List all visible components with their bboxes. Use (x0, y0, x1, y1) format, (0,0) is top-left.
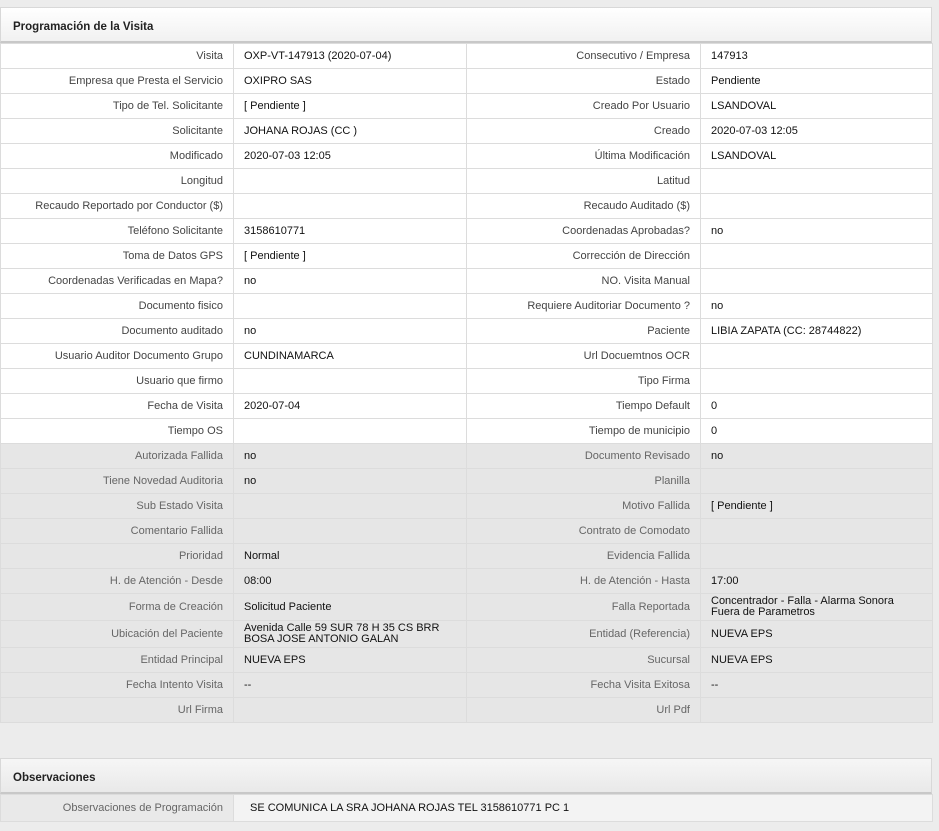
field-label: Fecha Visita Exitosa (467, 673, 701, 698)
field-value: Concentrador - Falla - Alarma Sonora Fuera de Parametros (701, 594, 933, 621)
table-row (1, 219, 933, 244)
field-label: Modificado (1, 144, 234, 169)
field-value: no (234, 444, 467, 469)
field-value (234, 169, 467, 194)
field-value: Avenida Calle 59 SUR 78 H 35 CS BRR BOSA JOSE ANTONIO GALAN (234, 621, 467, 648)
field-label: Autorizada Fallida (1, 444, 234, 469)
field-value: -- (701, 673, 933, 698)
field-value (701, 269, 933, 294)
table-row (1, 469, 933, 494)
field-label: Falla Reportada (467, 594, 701, 621)
programacion-table (0, 43, 933, 723)
field-value: no (701, 444, 933, 469)
field-label: Corrección de Dirección (467, 244, 701, 269)
field-value: no (234, 319, 467, 344)
table-row (1, 269, 933, 294)
field-label: Evidencia Fallida (467, 544, 701, 569)
field-label: Documento auditado (1, 319, 234, 344)
field-value: no (701, 219, 933, 244)
field-label: Tiempo OS (1, 419, 234, 444)
field-label: Entidad Principal (1, 648, 234, 673)
field-value (701, 169, 933, 194)
field-value: 147913 (701, 44, 933, 69)
field-value: no (701, 294, 933, 319)
table-row (1, 144, 933, 169)
field-value: [ Pendiente ] (234, 244, 467, 269)
field-label: Creado (467, 119, 701, 144)
field-label: Empresa que Presta el Servicio (1, 69, 234, 94)
field-label: Tipo de Tel. Solicitante (1, 94, 234, 119)
field-value (701, 244, 933, 269)
field-value (701, 369, 933, 394)
field-value (701, 194, 933, 219)
field-value: CUNDINAMARCA (234, 344, 467, 369)
field-label: Documento Revisado (467, 444, 701, 469)
field-label: Toma de Datos GPS (1, 244, 234, 269)
field-value: NUEVA EPS (234, 648, 467, 673)
field-value: LIBIA ZAPATA (CC: 28744822) (701, 319, 933, 344)
field-value (234, 519, 467, 544)
field-label: Fecha Intento Visita (1, 673, 234, 698)
field-value: 3158610771 (234, 219, 467, 244)
field-value: -- (234, 673, 467, 698)
field-label: Url Pdf (467, 698, 701, 723)
field-label: Entidad (Referencia) (467, 621, 701, 648)
field-label: Prioridad (1, 544, 234, 569)
field-value: no (234, 269, 467, 294)
table-row (1, 444, 933, 469)
field-value: Normal (234, 544, 467, 569)
field-label: H. de Atención - Hasta (467, 569, 701, 594)
table-row (1, 648, 933, 673)
field-value (701, 519, 933, 544)
table-row (1, 319, 933, 344)
table-row (1, 44, 933, 69)
field-value: Pendiente (701, 69, 933, 94)
field-value (234, 369, 467, 394)
table-row (1, 369, 933, 394)
field-label: Url Firma (1, 698, 234, 723)
table-row (1, 244, 933, 269)
table-row (1, 698, 933, 723)
table-row (1, 119, 933, 144)
programacion-rows-main (1, 44, 933, 444)
table-row (1, 194, 933, 219)
field-value (701, 344, 933, 369)
field-label: Recaudo Reportado por Conductor ($) (1, 194, 234, 219)
field-value (234, 194, 467, 219)
observaciones-panel (0, 758, 932, 822)
observaciones-label: Observaciones de Programación (1, 795, 234, 822)
field-label: Fecha de Visita (1, 394, 234, 419)
field-label: Usuario que firmo (1, 369, 234, 394)
programacion-panel (0, 7, 932, 723)
field-label: Sub Estado Visita (1, 494, 234, 519)
field-label: Planilla (467, 469, 701, 494)
field-value (701, 698, 933, 723)
field-value: Solicitud Paciente (234, 594, 467, 621)
field-value: 17:00 (701, 569, 933, 594)
field-label: Documento fisico (1, 294, 234, 319)
field-value: no (234, 469, 467, 494)
field-label: Forma de Creación (1, 594, 234, 621)
field-value: 08:00 (234, 569, 467, 594)
table-row (1, 544, 933, 569)
field-label: Coordenadas Aprobadas? (467, 219, 701, 244)
field-label: Motivo Fallida (467, 494, 701, 519)
table-row (1, 673, 933, 698)
field-label: Tiempo de municipio (467, 419, 701, 444)
field-label: Teléfono Solicitante (1, 219, 234, 244)
field-label: Consecutivo / Empresa (467, 44, 701, 69)
table-row (1, 795, 933, 822)
field-label: Estado (467, 69, 701, 94)
observaciones-table (0, 794, 933, 822)
field-value: [ Pendiente ] (701, 494, 933, 519)
table-row (1, 419, 933, 444)
field-value: JOHANA ROJAS (CC ) (234, 119, 467, 144)
field-value (234, 698, 467, 723)
table-row (1, 569, 933, 594)
field-value: NUEVA EPS (701, 648, 933, 673)
field-value: 0 (701, 394, 933, 419)
field-label: Coordenadas Verificadas en Mapa? (1, 269, 234, 294)
field-value (234, 419, 467, 444)
field-label: Visita (1, 44, 234, 69)
table-row (1, 494, 933, 519)
table-row (1, 294, 933, 319)
field-value: [ Pendiente ] (234, 94, 467, 119)
field-value: LSANDOVAL (701, 144, 933, 169)
field-label: H. de Atención - Desde (1, 569, 234, 594)
table-row (1, 69, 933, 94)
field-label: Requiere Auditoriar Documento ? (467, 294, 701, 319)
programacion-title: Programación de la Visita (0, 7, 932, 43)
table-row (1, 519, 933, 544)
field-label: Sucursal (467, 648, 701, 673)
field-label: Tiene Novedad Auditoria (1, 469, 234, 494)
table-row (1, 394, 933, 419)
field-label: Creado Por Usuario (467, 94, 701, 119)
field-value: 2020-07-03 12:05 (701, 119, 933, 144)
field-value (234, 294, 467, 319)
table-row (1, 621, 933, 648)
field-value: NUEVA EPS (701, 621, 933, 648)
field-value (701, 469, 933, 494)
field-label: Solicitante (1, 119, 234, 144)
table-row (1, 169, 933, 194)
field-value (234, 494, 467, 519)
field-label: Latitud (467, 169, 701, 194)
table-row (1, 594, 933, 621)
field-label: Recaudo Auditado ($) (467, 194, 701, 219)
field-value: OXIPRO SAS (234, 69, 467, 94)
observaciones-title: Observaciones (0, 758, 932, 794)
field-label: Usuario Auditor Documento Grupo (1, 344, 234, 369)
field-label: Tiempo Default (467, 394, 701, 419)
field-label: Última Modificación (467, 144, 701, 169)
field-label: NO. Visita Manual (467, 269, 701, 294)
field-label: Tipo Firma (467, 369, 701, 394)
field-label: Longitud (1, 169, 234, 194)
field-label: Url Docuemtnos OCR (467, 344, 701, 369)
field-value: OXP-VT-147913 (2020-07-04) (234, 44, 467, 69)
table-row (1, 94, 933, 119)
field-label: Comentario Fallida (1, 519, 234, 544)
field-value (701, 544, 933, 569)
field-label: Contrato de Comodato (467, 519, 701, 544)
observaciones-value: SE COMUNICA LA SRA JOHANA ROJAS TEL 3158610771 PC 1 (234, 795, 933, 822)
programacion-rows-status (1, 444, 933, 723)
table-row (1, 344, 933, 369)
field-value: 2020-07-04 (234, 394, 467, 419)
field-value: LSANDOVAL (701, 94, 933, 119)
field-label: Ubicación del Paciente (1, 621, 234, 648)
field-value: 0 (701, 419, 933, 444)
field-label: Paciente (467, 319, 701, 344)
field-value: 2020-07-03 12:05 (234, 144, 467, 169)
